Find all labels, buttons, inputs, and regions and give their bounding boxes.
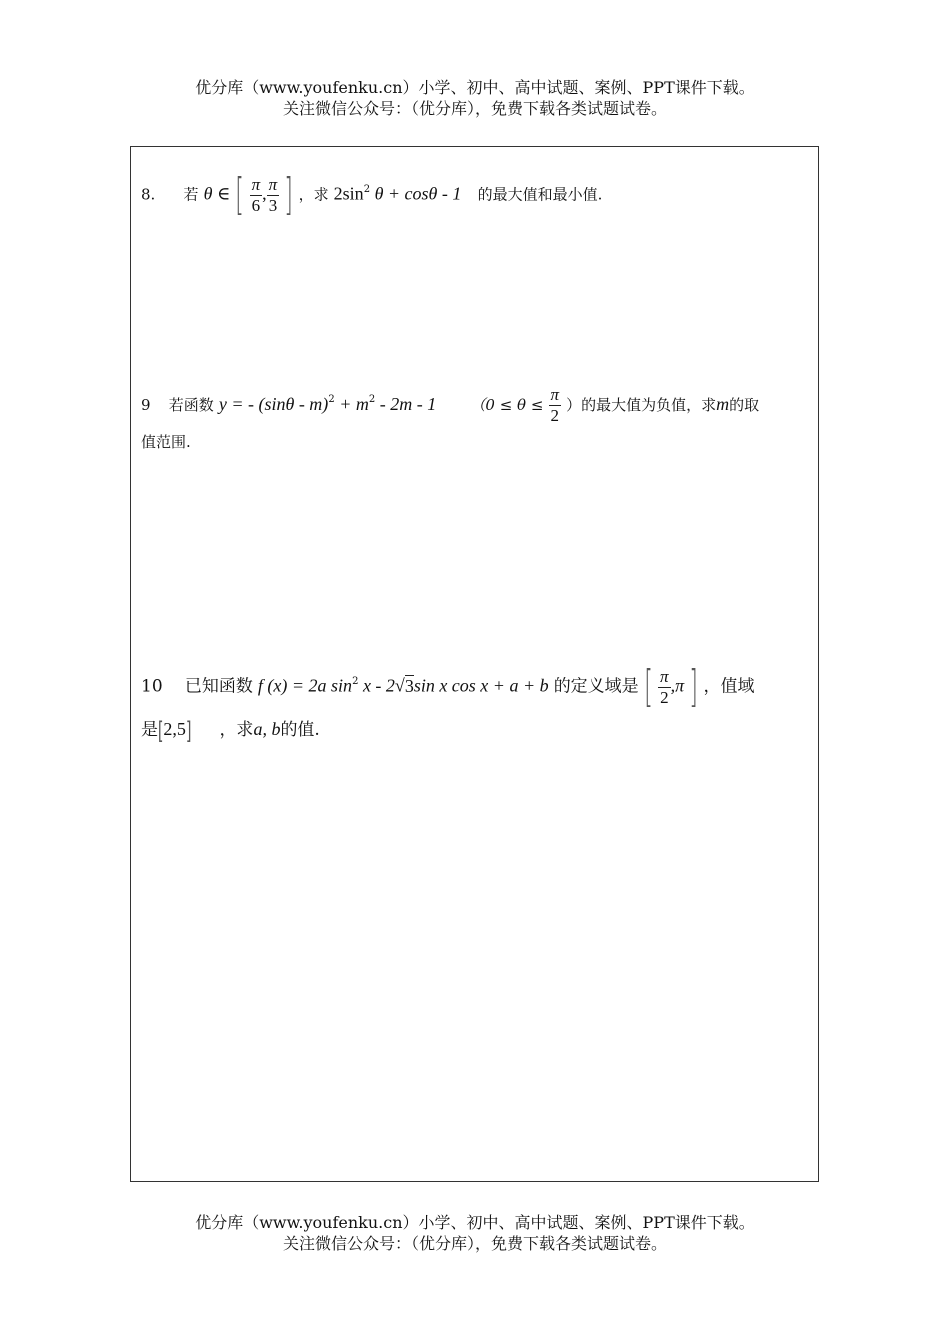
q10-interval-tail: ,π [670, 675, 685, 696]
q9-range-open: （0 ≤ θ ≤ [470, 396, 544, 414]
q9-text-2: ）的最大值为负值，求 [566, 396, 717, 414]
q9-formula: y = - (sinθ - m) [218, 394, 329, 414]
q8-theta-in: θ ∈ [203, 183, 231, 204]
question-9: 9 若函数 y = - $(\sin\theta - m)^2 + m^2 - 2m - 1$ （0 ≤ θ ≤ $\frac{\pi}{2}$ ）的最大值为负值，求m的取 [141, 385, 760, 425]
q10-text-1: 已知函数 [184, 676, 253, 697]
q8-frac-1: $\frac{\pi}{6}$ [251, 174, 261, 215]
q10-frac: $\frac{\pi}{2}$ [660, 666, 669, 707]
question-10: 10 已知函数 f (x) = 2a $\sin^2 x - 2√3\sin$ x cos x + a + b 的定义域是 [ $\frac{\pi}{2}$ ,π ] ，值域 [141, 661, 755, 712]
q8-frac-2: $\frac{\pi}{3}$ [268, 174, 278, 215]
question-8: 8. 若 θ ∈ [ $\frac{\pi}{6}$ , $\frac{\pi}{3}$ ] ，求 $2\sin^2$ θ + cosθ - 1 的最大值和最小值. [141, 169, 603, 220]
q9-number: 9 [141, 396, 151, 414]
q8-tail: 的最大值和最小值. [477, 185, 603, 204]
q8-if: 若 [183, 185, 199, 204]
page-footer [0, 1212, 950, 1254]
q8-left-bracket: [ [235, 169, 245, 220]
q8-mid: ，求 [298, 185, 329, 204]
q10-f-3: sin x cos x + a + b [413, 675, 549, 696]
q10-text-2: 的定义域是 [553, 676, 639, 697]
footer-line-1: 优分库（www.youfenku.cn）小学、初中、高中试题、案例、PPT课件下载。 [195, 1213, 755, 1232]
q8-expr: 2sin [333, 183, 364, 204]
header-line-1: 优分库（www.youfenku.cn）小学、初中、高中试题、案例、PPT课件下载。 [195, 78, 755, 97]
q10-root: 3 [404, 675, 414, 696]
q9-frac: $\frac{\pi}{2}$ [550, 385, 560, 425]
q8-expr-2: θ + cosθ - 1 [370, 183, 462, 204]
q8-right-bracket: ] [284, 169, 294, 220]
q10-text-3: ，值域 [703, 676, 755, 697]
q9-text-1: 若函数 [168, 396, 214, 414]
q10-range: 2,5 [163, 719, 186, 739]
q10-f-2: x - 2 [358, 675, 395, 696]
q10-left-bracket: [ [644, 661, 653, 712]
q10-number: 10 [141, 676, 163, 697]
q10-right-bracket: ] [689, 661, 699, 712]
q9-formula-2: + m [334, 394, 369, 414]
question-box [130, 146, 819, 1182]
q9-text-3: 的取 [729, 396, 760, 414]
page-header [0, 77, 950, 119]
footer-line-2: 关注微信公众号：（优分库），免费下载各类试题试卷。 [282, 1234, 667, 1253]
q9-line-2: 值范围. [141, 433, 191, 451]
q10-line-2: 是[2,5] ，求a, b的值. [141, 716, 320, 745]
q10-f: f (x) = 2a sin [257, 675, 353, 696]
q9-formula-3: - 2m - 1 [375, 394, 437, 414]
q8-number: 8. [141, 185, 156, 204]
q9-m: m [716, 394, 730, 414]
header-line-2: 关注微信公众号：（优分库），免费下载各类试题试卷。 [282, 99, 667, 118]
q10-vars: a, b [253, 719, 281, 739]
